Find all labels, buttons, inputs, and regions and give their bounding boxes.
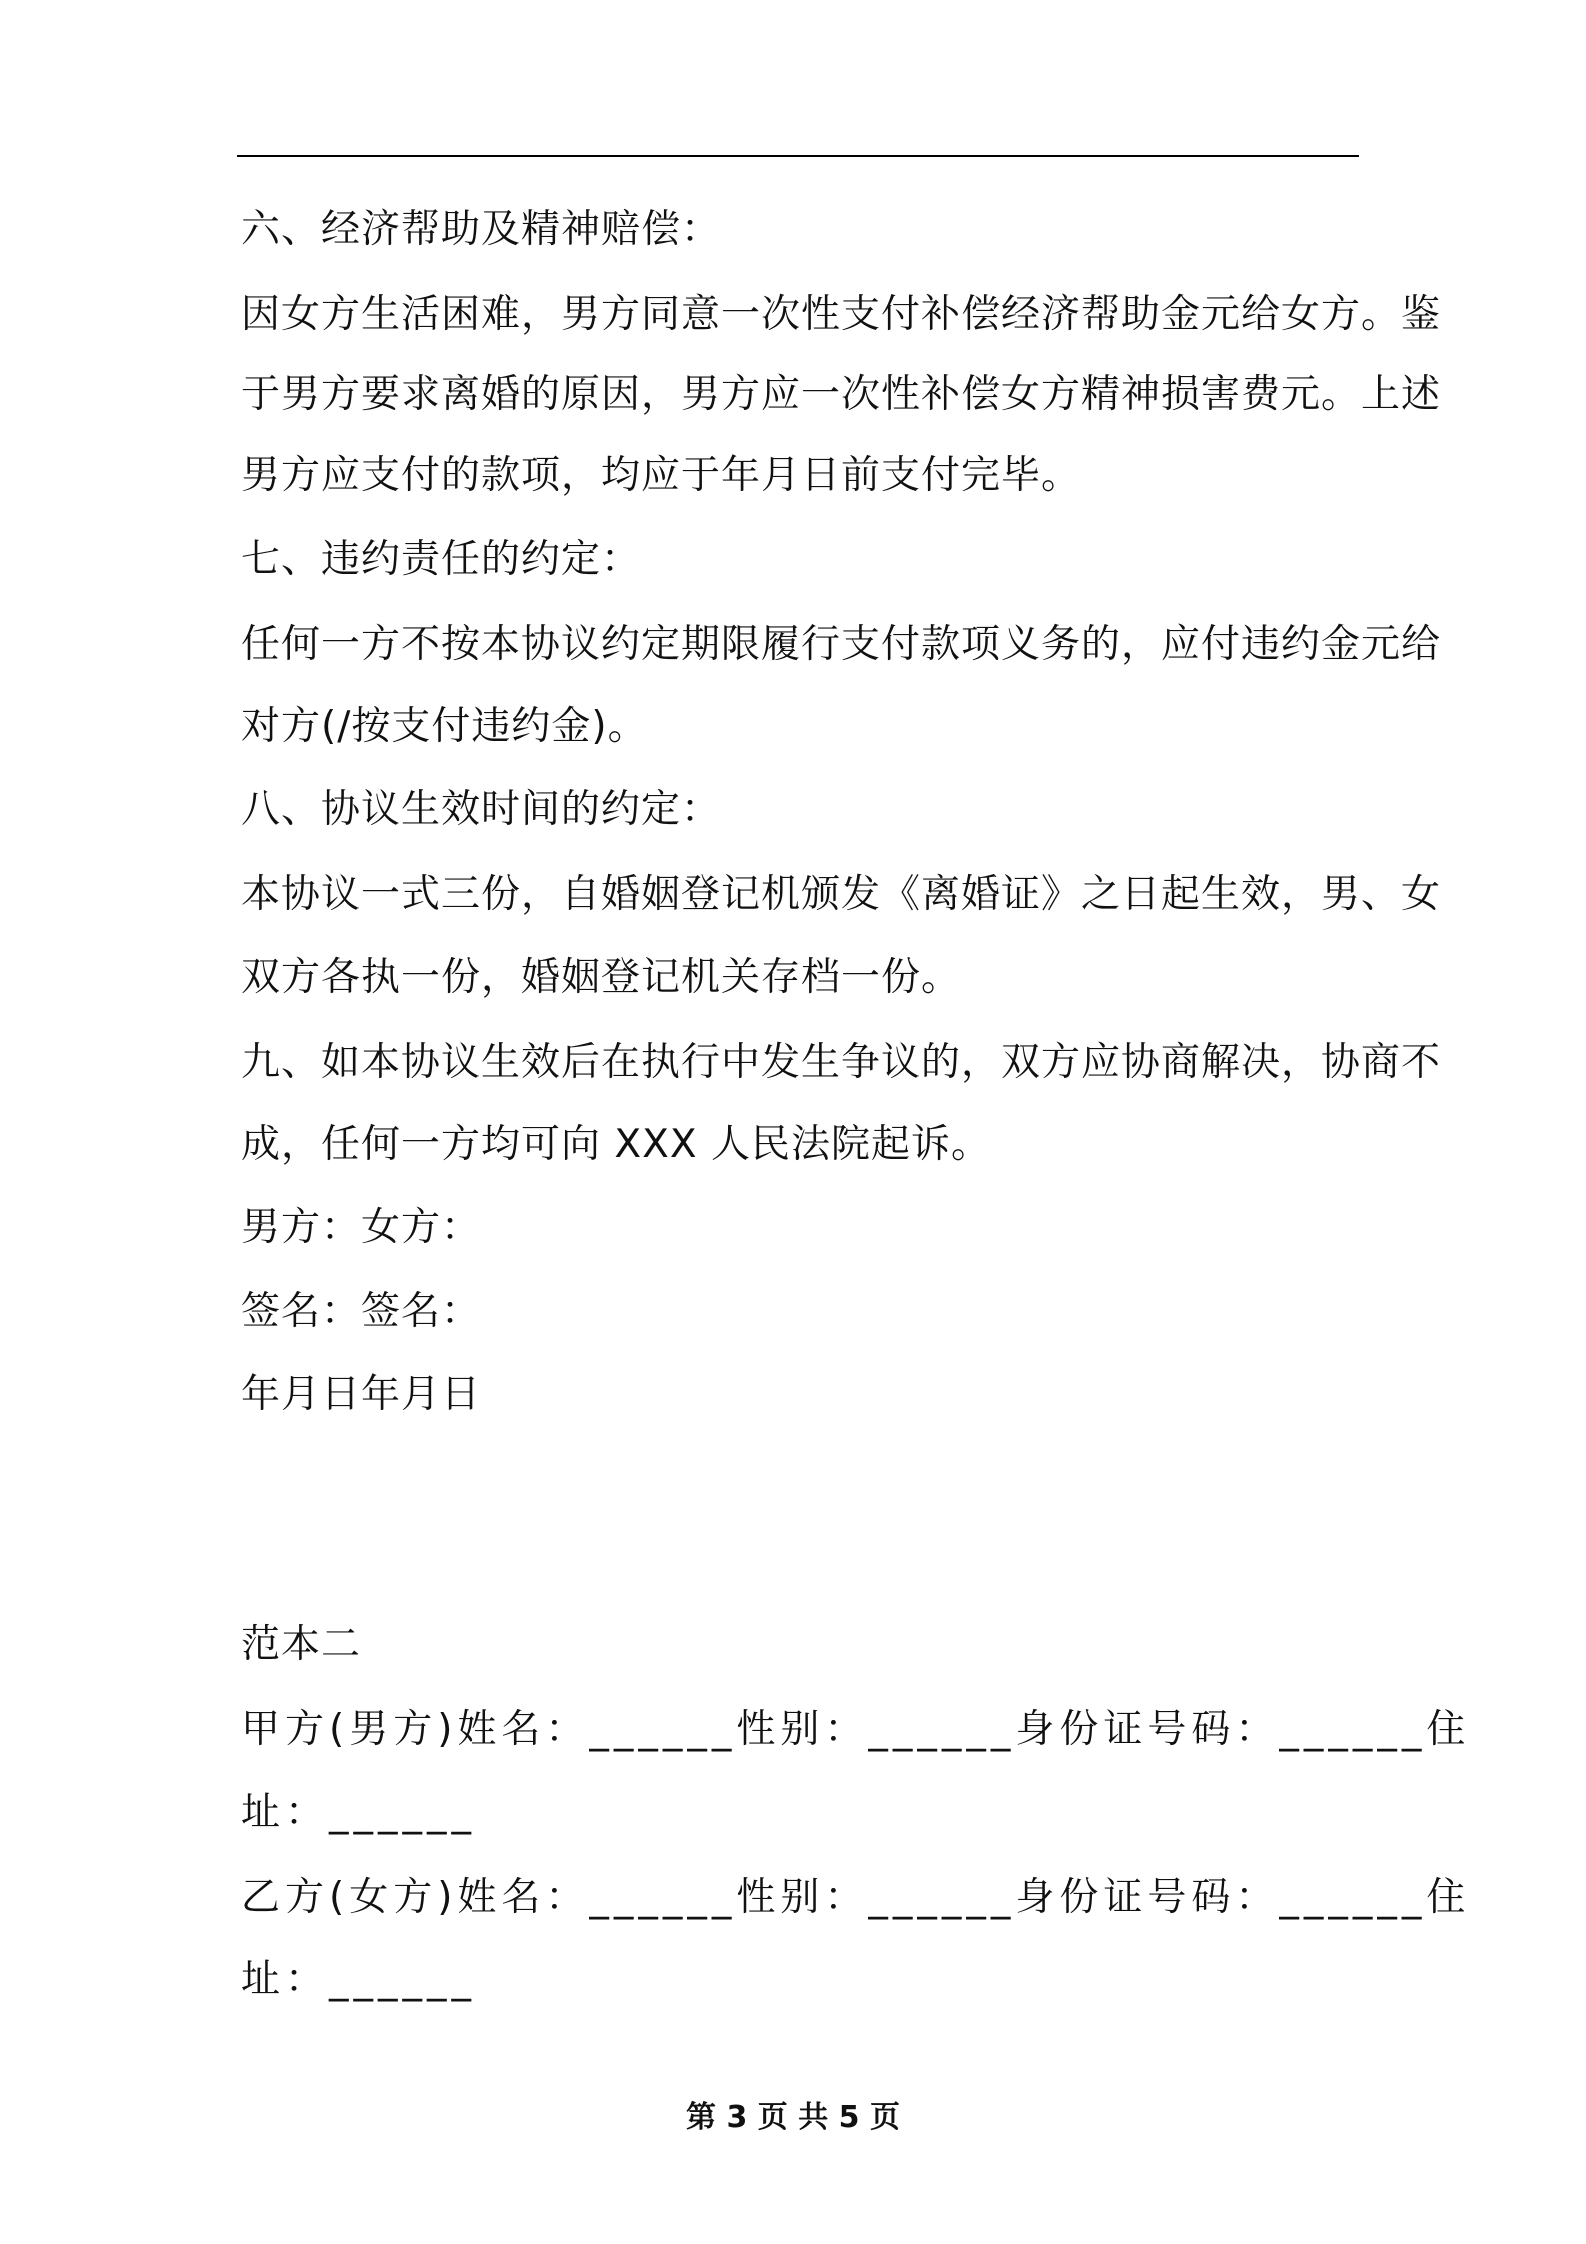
page-indicator: 第 3 页 共 5 页 <box>686 2100 900 2135</box>
section-6-heading: 六、经济帮助及精神赔偿： <box>241 207 722 252</box>
section-8-text-line-2: 双方各执一份，婚姻登记机关存档一份。 <box>241 955 962 1000</box>
section-8-text-line-1: 本协议一式三份，自婚姻登记机颁发《离婚证》之日起生效，男、女 <box>241 872 1442 917</box>
parties-label: 男方：女方： <box>241 1205 482 1250</box>
party-b-info-line-1: 乙方(女方)姓名：______性别：______身份证号码：______住 <box>241 1875 1471 1920</box>
date-label: 年月日年月日 <box>241 1372 482 1417</box>
section-6-text-line-2: 于男方要求离婚的原因，男方应一次性补偿女方精神损害费元。上述 <box>241 372 1442 417</box>
section-9-text-line-2: 成，任何一方均可向 XXX 人民法院起诉。 <box>241 1122 991 1167</box>
section-8-heading: 八、协议生效时间的约定： <box>241 787 722 832</box>
section-7-text-line-2: 对方(/按支付违约金)。 <box>241 704 648 749</box>
header-rule <box>237 155 1359 157</box>
section-6-text-line-1: 因女方生活困难，男方同意一次性支付补偿经济帮助金元给女方。鉴 <box>241 292 1442 337</box>
section-9-text-line-1: 九、如本协议生效后在执行中发生争议的，双方应协商解决，协商不 <box>241 1040 1442 1085</box>
party-b-info-line-2: 址：______ <box>241 1957 477 2002</box>
template-2-heading: 范本二 <box>241 1622 362 1667</box>
section-7-text-line-1: 任何一方不按本协议约定期限履行支付款项义务的，应付违约金元给 <box>241 622 1442 667</box>
party-a-info-line-1: 甲方(男方)姓名：______性别：______身份证号码：______住 <box>241 1707 1471 1752</box>
signature-label: 签名：签名： <box>241 1289 482 1334</box>
section-7-heading: 七、违约责任的约定： <box>241 537 642 582</box>
party-a-info-line-2: 址：______ <box>241 1790 477 1835</box>
section-6-text-line-3: 男方应支付的款项，均应于年月日前支付完毕。 <box>241 453 1082 498</box>
